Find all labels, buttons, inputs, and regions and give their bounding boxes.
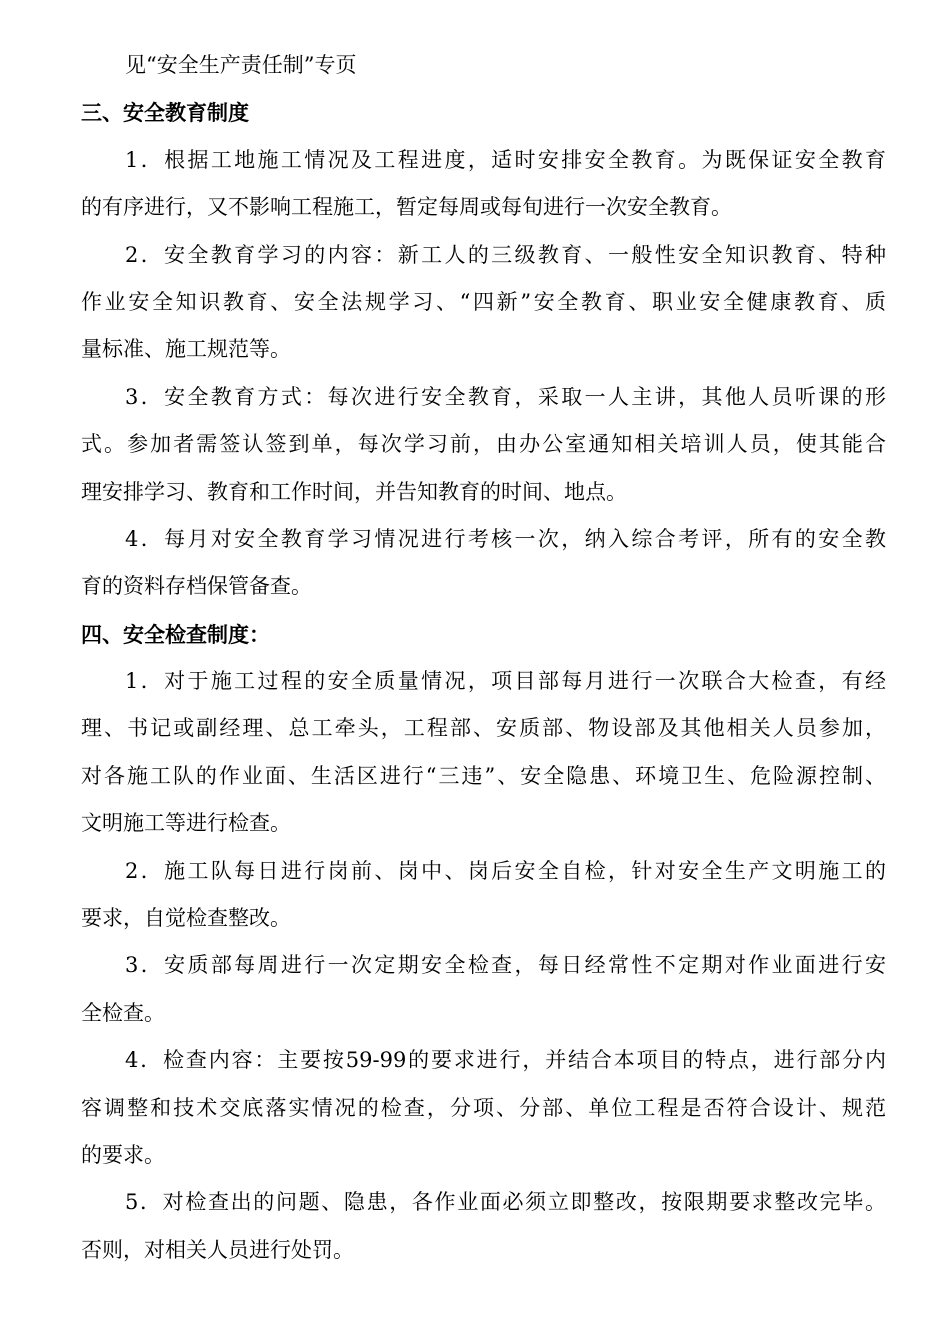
text-line: 理安排学习、教育和工作时间，并告知教育的时间、地点。 [81, 479, 627, 504]
text-line: 文明施工等进行检查。 [81, 811, 291, 836]
text-line: 2．安全教育学习的内容：新工人的三级教育、一般性安全知识教育、特种 [125, 242, 886, 267]
document-page [81, 42, 886, 1274]
text-line: 的要求。 [81, 1142, 165, 1167]
text-line: 3．安质部每周进行一次定期安全检查，每日经常性不定期对作业面进行安 [125, 953, 886, 978]
text-line: 育的资料存档保管备查。 [81, 574, 312, 599]
text-line: 容调整和技术交底落实情况的检查，分项、分部、单位工程是否符合设计、规范 [81, 1095, 886, 1120]
text-line: 1．对于施工过程的安全质量情况，项目部每月进行一次联合大检查，有经 [125, 669, 886, 694]
text-line: 式。参加者需签认签到单，每次学习前，由办公室通知相关培训人员，使其能合 [81, 432, 886, 457]
text-line: 作业安全知识教育、安全法规学习、“四新”安全教育、职业安全健康教育、质 [81, 289, 886, 314]
text-line: 见“安全生产责任制”专页 [125, 53, 357, 77]
text-line: 2．施工队每日进行岗前、岗中、岗后安全自检，针对安全生产文明施工的 [125, 858, 886, 883]
text-line: 1．根据工地施工情况及工程进度，适时安排安全教育。为既保证安全教育 [125, 147, 886, 172]
section-heading: 三、安全教育制度 [81, 100, 249, 126]
text-line: 4．检查内容：主要按59-99的要求进行，并结合本项目的特点，进行部分内 [125, 1048, 886, 1073]
text-line: 对各施工队的作业面、生活区进行“三违”、安全隐患、环境卫生、危险源控制、 [81, 763, 886, 788]
text-line: 否则，对相关人员进行处罚。 [81, 1237, 354, 1262]
text-line: 的有序进行，又不影响工程施工，暂定每周或每旬进行一次安全教育。 [81, 195, 732, 220]
text-line: 全检查。 [81, 1000, 165, 1025]
text-line: 5．对检查出的问题、隐患，各作业面必须立即整改，按限期要求整改完毕。 [125, 1190, 886, 1215]
section-heading: 四、安全检查制度： [81, 621, 270, 647]
text-line: 量标准、施工规范等。 [81, 337, 291, 362]
text-line: 4．每月对安全教育学习情况进行考核一次，纳入综合考评，所有的安全教 [125, 526, 886, 551]
text-line: 要求，自觉检查整改。 [81, 906, 291, 931]
text-line: 理、书记或副经理、总工牵头，工程部、安质部、物设部及其他相关人员参加， [81, 716, 886, 741]
text-line: 3．安全教育方式：每次进行安全教育，采取一人主讲，其他人员听课的形 [125, 384, 886, 409]
